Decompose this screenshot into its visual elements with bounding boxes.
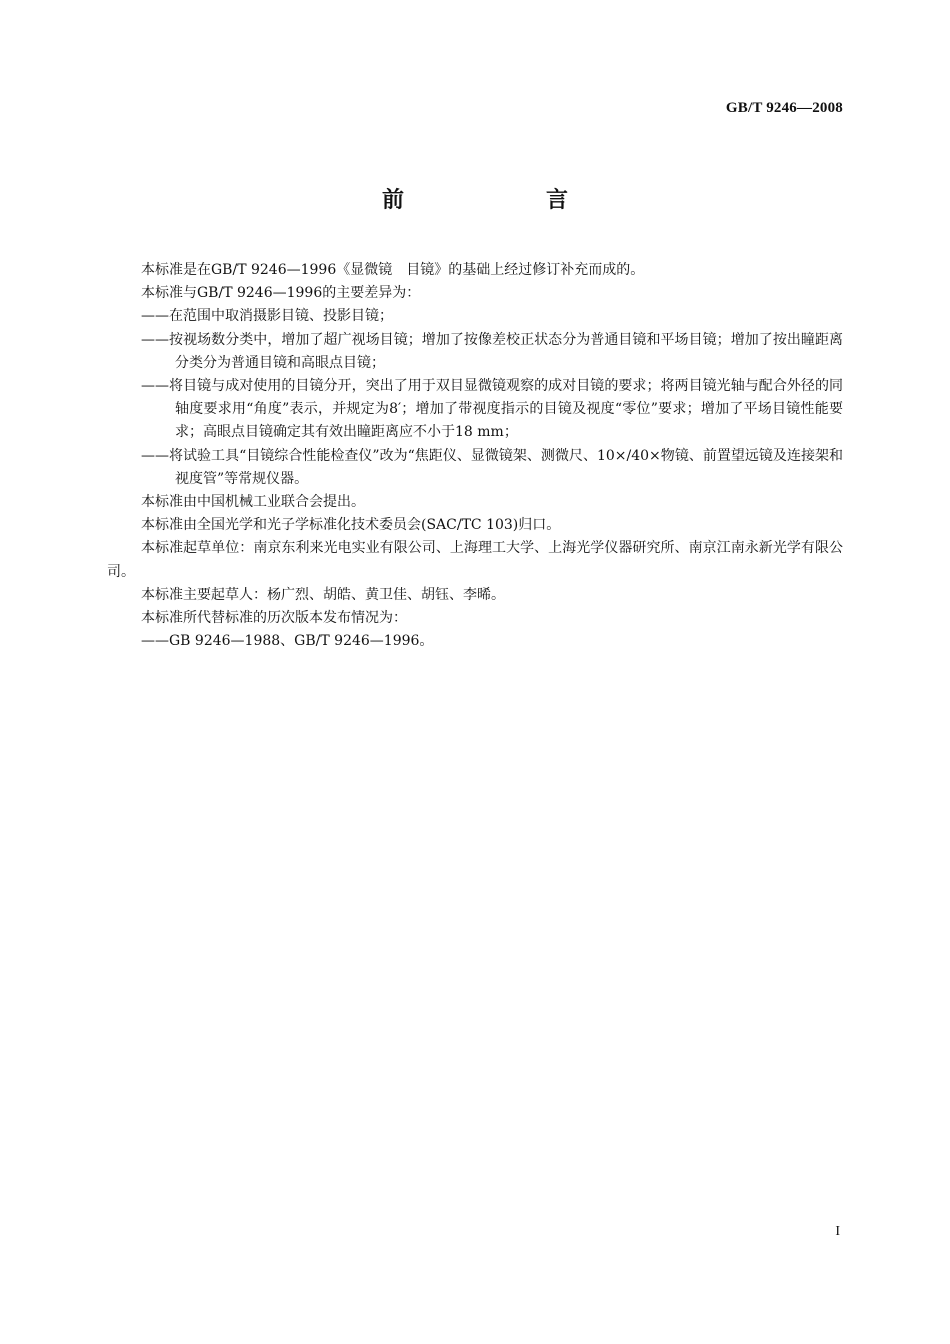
paragraph-committee: 本标准由全国光学和光子学标准化技术委员会(SAC/TC 103)归口。 — [141, 517, 561, 534]
difference-item: ——将试验工具“目镜综合性能检查仪”改为“焦距仪、显微镜架、测微尺、10×/40×物镜、前置望远镜及连接架和视度管”等常规仪器。 — [141, 447, 843, 487]
paragraph-history-intro: 本标准所代替标准的历次版本发布情况为： — [141, 610, 407, 627]
history-item: ——GB 9246—1988、GB/T 9246—1996。 — [141, 633, 434, 650]
paragraph-basis: 本标准是在GB/T 9246—1996《显微镜 目镜》的基础上经过修订补充而成的。 — [141, 262, 645, 278]
paragraph-proposer: 本标准由中国机械工业联合会提出。 — [141, 494, 365, 511]
page-number: I — [835, 1224, 840, 1239]
foreword-body — [107, 259, 843, 653]
difference-item: ——按视场数分类中，增加了超广视场目镜；增加了按像差校正状态分为普通目镜和平场目镜；增加了按出瞳距离分类分为普通目镜和高眼点目镜； — [141, 331, 843, 371]
difference-item: ——将目镜与成对使用的目镜分开，突出了用于双目显微镜观察的成对目镜的要求；将两目镜光轴与配合外径的同轴度要求用“角度”表示，并规定为8′；增加了带视度指示的目镜及视度“零位”要求；增加了平场目镜性能要求；高眼点目镜确定其有效出瞳距离应不小于18 mm； — [141, 378, 843, 441]
difference-item: ——在范围中取消摄影目镜、投影目镜； — [141, 308, 393, 325]
paragraph-differences-intro: 本标准与GB/T 9246—1996的主要差异为： — [141, 285, 421, 302]
standard-code: GB/T 9246—2008 — [725, 100, 843, 116]
paragraph-drafters: 本标准主要起草人：杨广烈、胡皓、黄卫佳、胡钰、李晞。 — [141, 586, 505, 603]
paragraph-drafting-units: 本标准起草单位：南京东利来光电实业有限公司、上海理工大学、上海光学仪器研究所、南京江南永新光学有限公司。 — [107, 540, 843, 580]
page-title: 前 言 — [381, 188, 628, 213]
